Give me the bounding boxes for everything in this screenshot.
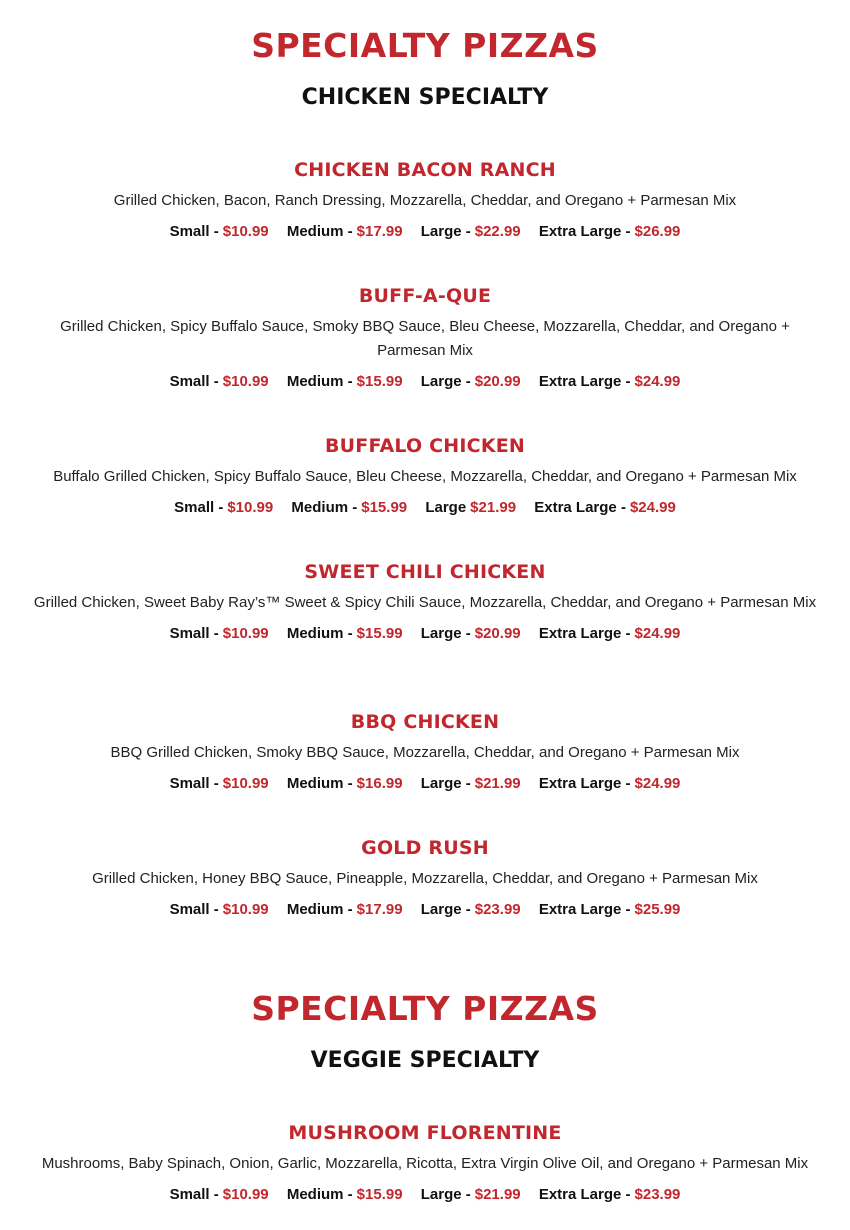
price-value: $10.99 — [222, 901, 269, 918]
price-value: $20.99 — [474, 373, 521, 390]
price-value: $10.99 — [222, 223, 269, 240]
size-label: Extra Large - — [538, 775, 631, 792]
size-label: Large - — [420, 775, 471, 792]
price-value: $15.99 — [356, 625, 403, 642]
item-description: Mushrooms, Baby Spinach, Onion, Garlic, Mozzarella, Ricotta, Extra Virgin Olive Oil, and Oregano + Parmesan Mix — [41, 1155, 809, 1172]
size-label: Large - — [420, 1186, 471, 1203]
menu-item-chicken-bacon-ranch — [0, 158, 850, 242]
price-row — [0, 624, 850, 644]
price-extra-large — [539, 222, 681, 242]
size-label: Extra Large - — [538, 373, 631, 390]
price-value: $10.99 — [227, 499, 274, 516]
size-label: Small - — [169, 223, 219, 240]
price-value: $26.99 — [634, 223, 681, 240]
price-value: $17.99 — [356, 901, 403, 918]
price-value: $10.99 — [222, 1186, 269, 1203]
price-value: $15.99 — [356, 1186, 403, 1203]
price-row — [0, 900, 850, 920]
price-small — [170, 372, 269, 392]
item-name: CHICKEN BACON RANCH — [294, 159, 556, 181]
price-medium — [287, 222, 403, 242]
price-value: $15.99 — [356, 373, 403, 390]
price-medium — [287, 774, 403, 794]
size-label: Small - — [169, 1186, 219, 1203]
section-title-chicken: SPECIALTY PIZZAS — [251, 26, 599, 65]
price-value: $24.99 — [634, 775, 681, 792]
price-small — [170, 222, 269, 242]
menu-item-bbq-chicken — [0, 710, 850, 794]
item-name: BUFFALO CHICKEN — [324, 435, 526, 457]
price-large — [421, 900, 521, 920]
price-row — [0, 222, 850, 242]
item-name: GOLD RUSH — [361, 837, 489, 859]
price-large — [421, 774, 521, 794]
price-extra-large — [534, 498, 676, 518]
price-row — [0, 1185, 850, 1205]
price-medium — [287, 900, 403, 920]
price-row — [0, 774, 850, 794]
price-medium — [287, 624, 403, 644]
price-small — [170, 900, 269, 920]
price-large — [421, 222, 521, 242]
price-value: $10.99 — [222, 373, 269, 390]
price-row — [0, 372, 850, 392]
price-extra-large — [539, 372, 681, 392]
price-large — [421, 1185, 521, 1205]
size-label: Large - — [420, 625, 471, 642]
size-label: Large - — [420, 901, 471, 918]
size-label: Medium - — [286, 1186, 353, 1203]
menu-item-gold-rush — [0, 836, 850, 920]
item-description: Buffalo Grilled Chicken, Spicy Buffalo Sauce, Bleu Cheese, Mozzarella, Cheddar, and Oregano + Parmesan Mix — [53, 468, 797, 485]
price-value: $20.99 — [474, 625, 521, 642]
price-value: $16.99 — [356, 775, 403, 792]
size-label: Extra Large - — [538, 1186, 631, 1203]
size-label: Extra Large - — [538, 901, 631, 918]
price-value: $17.99 — [356, 223, 403, 240]
size-label: Medium - — [286, 625, 353, 642]
price-extra-large — [539, 624, 681, 644]
item-description: Grilled Chicken, Bacon, Ranch Dressing, Mozzarella, Cheddar, and Oregano + Parmesan Mix — [113, 192, 737, 209]
menu-item-buffalo-chicken — [0, 434, 850, 518]
menu-item-mushroom-florentine — [0, 1121, 850, 1205]
size-label: Small - — [169, 625, 219, 642]
size-label: Extra Large - — [534, 499, 626, 516]
price-value: $23.99 — [474, 901, 521, 918]
price-value: $24.99 — [629, 499, 676, 516]
size-label: Small - — [169, 373, 219, 390]
size-label: Medium - — [286, 373, 353, 390]
size-label: Extra Large - — [538, 625, 631, 642]
section-subtitle-chicken: CHICKEN SPECIALTY — [301, 85, 549, 110]
price-extra-large — [539, 1185, 681, 1205]
size-label: Medium - — [286, 775, 353, 792]
price-value: $10.99 — [222, 775, 269, 792]
price-value: $21.99 — [470, 499, 517, 516]
price-value: $25.99 — [634, 901, 681, 918]
price-row — [0, 498, 850, 518]
size-label: Large - — [420, 373, 471, 390]
size-label: Medium - — [286, 223, 353, 240]
section-subtitle-veggie: VEGGIE SPECIALTY — [310, 1048, 540, 1073]
item-description: Grilled Chicken, Honey BBQ Sauce, Pineapple, Mozzarella, Cheddar, and Oregano + Parmesan Mix — [92, 870, 758, 887]
item-description: Grilled Chicken, Spicy Buffalo Sauce, Smoky BBQ Sauce, Bleu Cheese, Mozzarella, Cheddar, and Oregano + Parmesan Mix — [60, 318, 790, 359]
item-description: Grilled Chicken, Sweet Baby Ray’s™ Sweet & Spicy Chili Sauce, Mozzarella, Cheddar, and Oregano + Parmesan Mix — [33, 594, 817, 611]
price-value: $22.99 — [474, 223, 521, 240]
price-extra-large — [539, 900, 681, 920]
price-value: $10.99 — [222, 625, 269, 642]
size-label: Small - — [169, 901, 219, 918]
price-small — [170, 1185, 269, 1205]
price-value: $21.99 — [474, 775, 521, 792]
menu-item-buff-a-que — [0, 284, 850, 392]
price-value: $15.99 — [361, 499, 408, 516]
size-label: Medium - — [286, 901, 353, 918]
price-medium — [287, 1185, 403, 1205]
price-extra-large — [539, 774, 681, 794]
size-label: Medium - — [291, 499, 358, 516]
item-name: BUFF-A-QUE — [358, 285, 492, 307]
price-large — [425, 498, 516, 518]
price-small — [174, 498, 273, 518]
item-name: MUSHROOM FLORENTINE — [288, 1122, 562, 1144]
size-label: Small - — [174, 499, 224, 516]
size-label: Small - — [169, 775, 219, 792]
item-name: SWEET CHILI CHICKEN — [304, 561, 546, 583]
price-medium — [287, 372, 403, 392]
price-value: $23.99 — [634, 1186, 681, 1203]
price-value: $24.99 — [634, 625, 681, 642]
size-label: Large — [425, 499, 467, 516]
price-small — [170, 624, 269, 644]
item-name: BBQ CHICKEN — [350, 711, 500, 733]
price-small — [170, 774, 269, 794]
price-medium — [291, 498, 407, 518]
price-value: $21.99 — [474, 1186, 521, 1203]
section-title-veggie: SPECIALTY PIZZAS — [251, 989, 599, 1028]
size-label: Extra Large - — [538, 223, 631, 240]
item-description: BBQ Grilled Chicken, Smoky BBQ Sauce, Mozzarella, Cheddar, and Oregano + Parmesan Mix — [110, 744, 740, 761]
menu-item-sweet-chili-chicken — [0, 560, 850, 644]
price-value: $24.99 — [634, 373, 681, 390]
size-label: Large - — [420, 223, 471, 240]
price-large — [421, 372, 521, 392]
price-large — [421, 624, 521, 644]
